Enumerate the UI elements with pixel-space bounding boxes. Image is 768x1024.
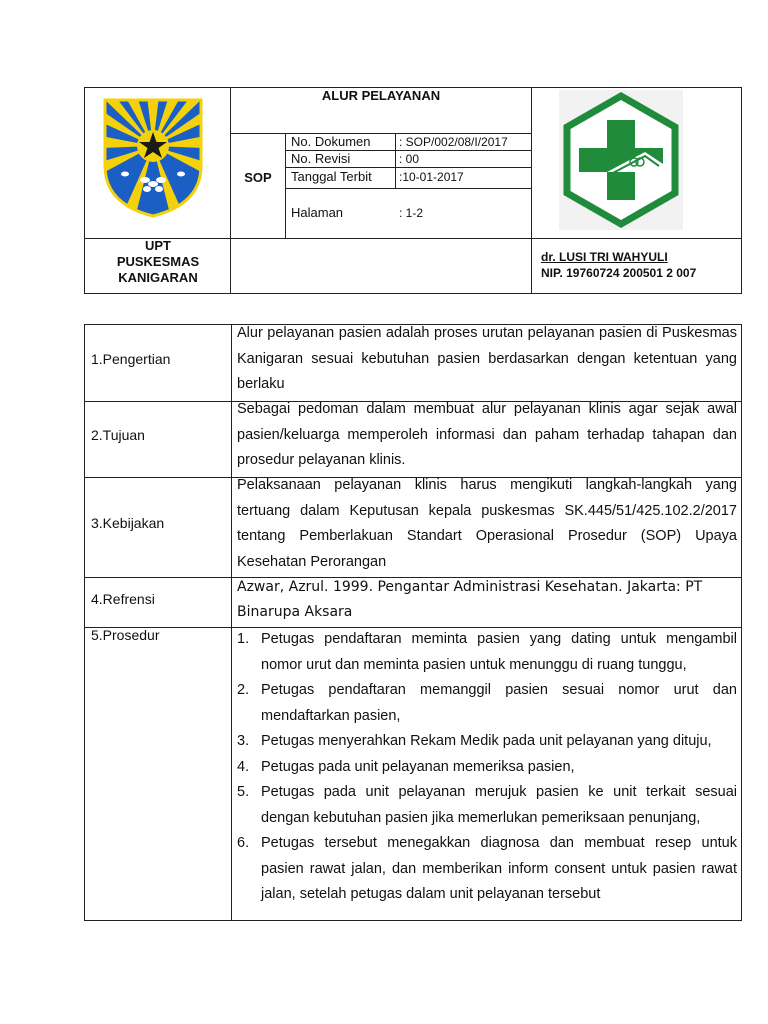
refrensi-line: Azwar, Azrul. 1999. Pengantar Administrasi Kesehatan. Jakarta: PT [237, 579, 703, 595]
meta-label-revisi: No. Revisi [291, 151, 351, 166]
list-item [237, 678, 737, 729]
list-item [237, 729, 737, 755]
signatory-name: dr. LUSI TRI WAHYULI [541, 250, 668, 264]
meta-value-halaman: : 1-2 [399, 206, 424, 220]
meta-label-terbit: Tanggal Terbit [291, 169, 372, 184]
header-divider [395, 133, 396, 188]
list-item [237, 831, 737, 908]
health-cross-logo [559, 90, 683, 230]
row-text-pengertian: Alur pelayanan pasien adalah proses urutan pelayanan pasien di Puskesmas Kanigaran sesuai kebutuhan pasien berdasarkan dengan ketentuan yang berlaku [237, 325, 737, 392]
row-label-tujuan: 2.Tujuan [91, 427, 145, 443]
header-divider [231, 133, 531, 134]
header-table [84, 87, 742, 294]
header-divider [286, 188, 531, 189]
list-item-text: Petugas pendaftaran memanggil pasien sesuai nomor urut dan mendaftarkan pasien, [261, 682, 737, 724]
list-item-text: Petugas pendaftaran meminta pasien yang dating untuk mengambil nomor urut dan meminta pasien untuk menunggu di ruang tunggu, [261, 631, 737, 673]
sop-label: SOP [244, 170, 272, 185]
list-item-number: 6. [237, 835, 250, 851]
list-item [237, 780, 737, 831]
org-line: KANIGARAN [118, 270, 198, 285]
list-item [237, 755, 737, 781]
meta-value-dokumen: : SOP/002/08/I/2017 [399, 135, 508, 149]
procedure-list [237, 627, 737, 908]
list-item-text: Petugas tersebut menegakkan diagnosa dan membuat resep untuk pasien rawat jalan, dan memberikan inform consent untuk pasien rawat jalan, setelah petugas dalam unit pelayanan tersebut [261, 835, 737, 902]
list-item-text: Petugas pada unit pelayanan memeriksa pasien, [261, 758, 575, 775]
row-text-kebijakan: Pelaksanaan pelayanan klinis harus mengikuti langkah-langkah yang tertuang dalam Keputusan kepala puskesmas SK.445/51/425.102.2/2017 tentang Pemberlakuan Standart Operasional Prosedur (SOP) Upaya Kesehatan Perorangan [237, 477, 737, 570]
content-table [84, 324, 742, 921]
header-divider [531, 88, 532, 293]
row-label-refrensi: 4.Refrensi [91, 591, 155, 607]
row-label-kebijakan: 3.Kebijakan [91, 515, 165, 531]
header-divider [285, 133, 286, 238]
row-text-refrensi [237, 575, 717, 625]
org-line: PUSKESMAS [116, 254, 200, 269]
meta-label-halaman: Halaman [291, 205, 344, 220]
list-item [237, 627, 737, 678]
refrensi-line: Binarupa Aksara [237, 604, 353, 620]
list-item-number: 1. [237, 631, 250, 647]
org-line: UPT [145, 238, 171, 253]
list-item-number: 3. [237, 733, 250, 749]
row-label-pengertian: 1.Pengertian [91, 351, 171, 367]
puskesmas-shield-logo [101, 96, 205, 218]
list-item-number: 4. [237, 758, 250, 775]
meta-value-terbit: :10-01-2017 [399, 170, 464, 184]
list-item-text: Petugas menyerahkan Rekam Medik pada unit pelayanan yang dituju, [261, 733, 712, 749]
signatory-nip: NIP. 19760724 200501 2 007 [541, 266, 697, 280]
row-label-prosedur: 5.Prosedur [91, 627, 160, 643]
content-divider [231, 325, 232, 920]
list-item-number: 5. [237, 784, 250, 800]
meta-label-dokumen: No. Dokumen [291, 134, 371, 149]
meta-value-revisi: : 00 [399, 152, 420, 166]
header-divider [286, 167, 531, 168]
organization-name [85, 238, 231, 286]
list-item-number: 2. [237, 682, 250, 698]
list-item-text: Petugas pada unit pelayanan merujuk pasien ke unit terkait sesuai dengan kebutuhan pasien jika memerlukan pemeriksaan penunjang, [261, 784, 737, 826]
document-title: ALUR PELAYANAN [321, 88, 441, 103]
row-text-tujuan: Sebagai pedoman dalam membuat alur pelayanan klinis agar sejak awal pasien/keluarga memperoleh informasi dan paham terhadap tahapan dan prosedur pelayanan klinis. [237, 401, 737, 468]
